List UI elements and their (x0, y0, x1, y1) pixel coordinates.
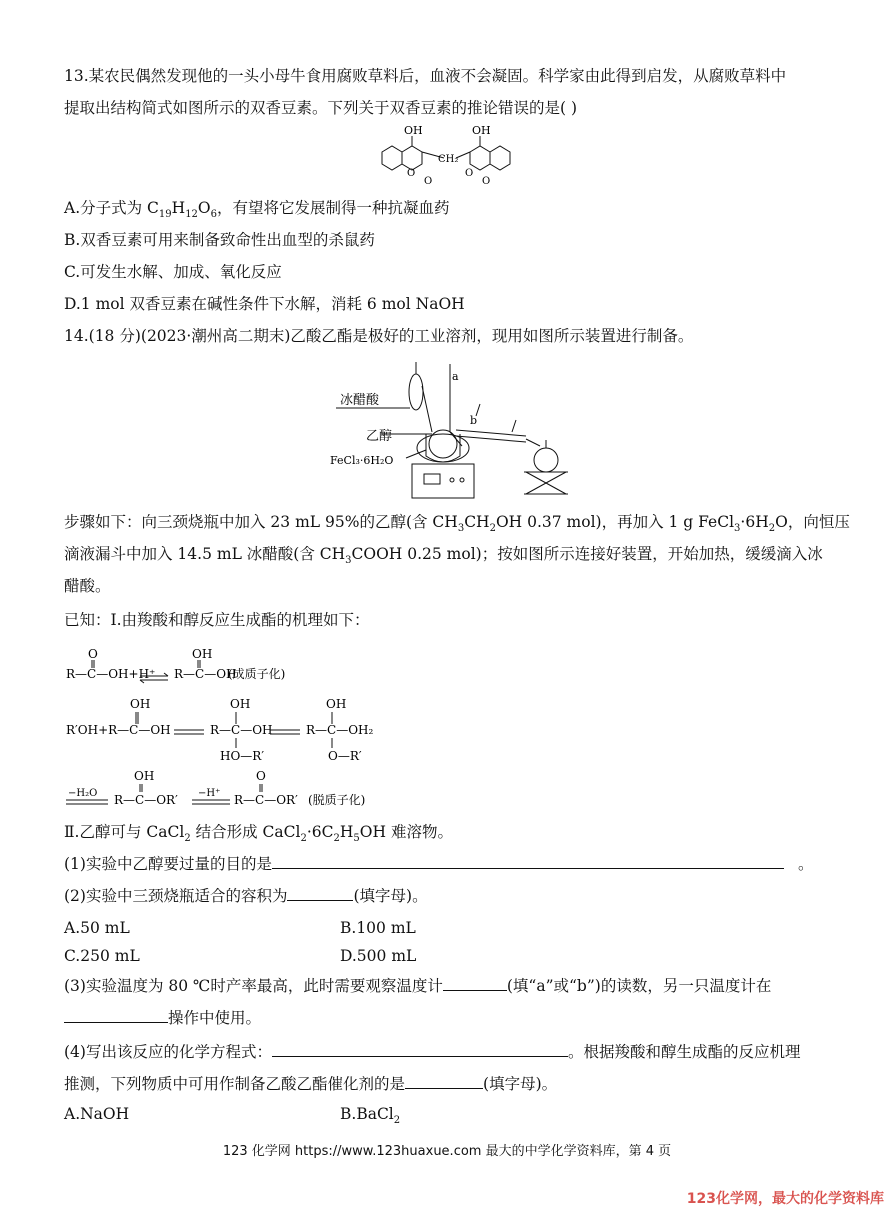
mech-o-1: O (88, 647, 98, 661)
mech-note-1: (成质子化) (228, 667, 286, 681)
answer-blank-3b[interactable] (64, 1008, 168, 1023)
q14-steps-line1: 步骤如下：向三颈烧瓶中加入 23 mL 95%的乙醇(含 $CH_3CH_2OH$ 0.37 mol)，再加入 1 g $FeCl_3\cdot 6H_2O$，向恒压 (64, 513, 850, 535)
mech-oh-2: OH (130, 697, 151, 711)
mech-oh-4: OH (326, 697, 347, 711)
dicoumarol-structure (370, 124, 530, 190)
mech-product-2: R—C—OH₂ (306, 723, 374, 737)
mech-oh-3: OH (230, 697, 251, 711)
mechanism-diagram (64, 636, 424, 814)
q14-steps-line3: 醋酸。 (64, 577, 111, 595)
struct-o4: O (482, 176, 491, 187)
mech-mid-2b: HO—R′ (220, 749, 265, 763)
apparatus-diagram (326, 356, 576, 504)
answer-blank-4b[interactable] (405, 1074, 483, 1089)
struct-oh-right: OH (472, 124, 491, 137)
q14-part-3-line1: (3)实验温度为 80 ℃时产率最高，此时需要观察温度计 (填“a”或“b”)的读数，另一只温度计在 (64, 977, 772, 995)
answer-blank-1[interactable] (272, 854, 784, 869)
q14-part2-option-d: D.500 mL (340, 947, 417, 965)
q13-option-c: C.可发生水解、加成、氧化反应 (64, 263, 282, 281)
mech-mid-2: R—C—OH (210, 723, 273, 737)
q13-option-d: D.1 mol 双香豆素在碱性条件下水解，消耗 6 mol NaOH (64, 295, 465, 313)
q14-part-4-line2: 推测，下列物质中可用作制备乙酸乙酯催化剂的是 (填字母)。 (64, 1075, 558, 1093)
mech-reactant-2: R′OH+R—C—OH (66, 723, 171, 737)
mech-oh-5: OH (134, 769, 155, 783)
q14-part4-option-a: A.NaOH (64, 1105, 130, 1123)
label-fecl3: FeCl₃·6H₂O (330, 454, 394, 467)
q14-part-1: (1)实验中乙醇要过量的目的是 。 (64, 855, 814, 873)
struct-o1: O (407, 168, 416, 179)
mech-oh-1: OH (192, 647, 213, 661)
q13-text-line2: 提取出结构简式如图所示的双香豆素。下列关于双香豆素的推论错误的是( ) (64, 99, 578, 117)
mech-label-h: −H⁺ (198, 788, 221, 799)
mech-reactant-1: R—C—OH+H⁺ (66, 667, 156, 681)
mech-product-2b: O—R′ (328, 749, 362, 763)
q14-part-4-line1: (4)写出该反应的化学方程式： 。根据羧酸和醇生成酯的反应机理 (64, 1043, 801, 1061)
q13-option-b: B.双香豆素可用来制备致命性出血型的杀鼠药 (64, 231, 375, 249)
q13-option-a: A.分子式为 $C_{19}H_{12}O_6$，有望将它发展制得一种抗凝血药 (64, 199, 450, 221)
answer-blank-2[interactable] (287, 886, 353, 901)
q14-known-2: Ⅱ.乙醇可与 CaCl$_2$ 结合形成 $CaCl_2\cdot 6C_2H_5OH$ 难溶物。 (64, 823, 453, 845)
struct-ch2: CH₂ (438, 154, 459, 165)
label-ethanol: 乙醇 (366, 429, 393, 444)
q14-part4-option-b: B.BaCl$_2$ (340, 1105, 401, 1127)
mech-product-1: R—C—OH (174, 667, 237, 681)
q14-known-1: 已知：Ⅰ.由羧酸和醇反应生成酯的机理如下： (64, 611, 370, 629)
mech-note-2: (脱质子化) (308, 793, 366, 807)
q14-part2-option-a: A.50 mL (64, 919, 130, 937)
q14-part-3-line2: 操作中使用。 (64, 1008, 261, 1028)
label-b: b (470, 414, 478, 427)
mech-label-h2o: −H₂O (68, 788, 98, 799)
struct-oh-left: OH (404, 124, 423, 137)
label-a: a (452, 370, 459, 383)
mech-mid-3: R—C—OR′ (114, 793, 178, 807)
q14-part2-option-c: C.250 mL (64, 947, 140, 965)
answer-blank-4a[interactable] (272, 1042, 568, 1057)
q14-header: 14.(18 分)(2023·潮州高二期末)乙酸乙酯是极好的工业溶剂，现用如图所示装置进行制备。 (64, 327, 694, 345)
label-acetic-acid: 冰醋酸 (340, 393, 380, 408)
page-footer: 123 化学网 https://www.123huaxue.com 最大的中学化学资料库，第 4 页 (222, 1144, 672, 1159)
q14-steps-line2: 滴液漏斗中加入 14.5 mL 冰醋酸(含 $CH_3COOH$ 0.25 mol)；按如图所示连接好装置，开始加热，缓缓滴入冰 (64, 545, 823, 567)
struct-o3: O (465, 168, 474, 179)
q14-part2-option-b: B.100 mL (340, 919, 416, 937)
watermark: 123化学网，最大的化学资料库 (686, 1191, 884, 1207)
mech-o-2: O (256, 769, 266, 783)
mech-product-3: R—C—OR′ (234, 793, 298, 807)
answer-blank-3a[interactable] (443, 976, 507, 991)
struct-o2: O (424, 176, 433, 187)
q13-text-line1: 13.某农民偶然发现他的一头小母牛食用腐败草料后，血液不会凝固。科学家由此得到启发，从腐败草料中 (64, 67, 787, 85)
q14-part-2: (2)实验中三颈烧瓶适合的容积为 (填字母)。 (64, 887, 428, 905)
